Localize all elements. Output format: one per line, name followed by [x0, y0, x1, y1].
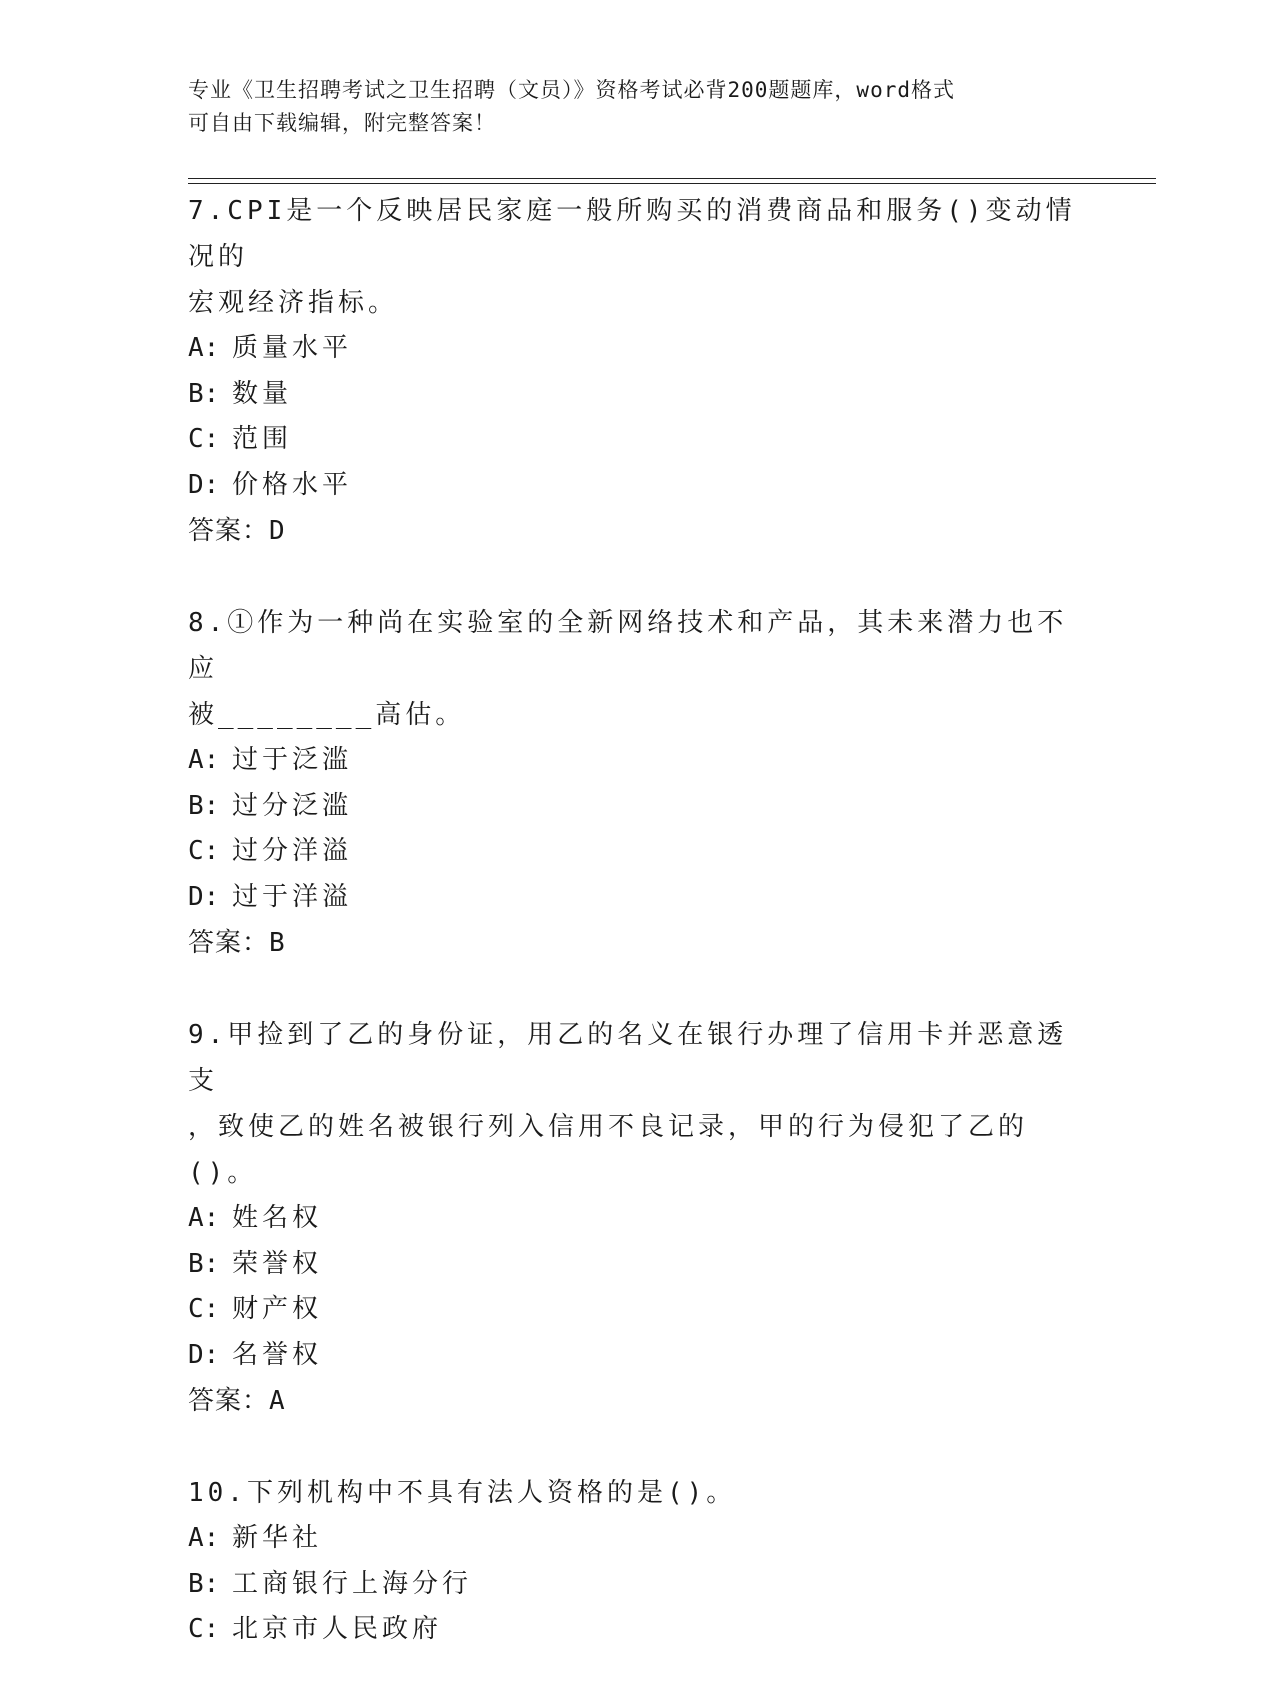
option-c: [188, 1607, 1088, 1653]
question-text: [188, 188, 1088, 326]
option-d: [188, 875, 1088, 921]
question-text: [188, 1012, 1088, 1196]
answer-label: 答案：: [188, 928, 270, 958]
option-c: [188, 1287, 1088, 1333]
question-text: [188, 600, 1088, 738]
answer: [188, 1378, 1088, 1424]
option-b: [188, 784, 1088, 830]
answer-label: 答案：: [188, 1386, 270, 1416]
option-text: 价格水平: [232, 469, 353, 500]
question-text-line: ，致使乙的姓名被银行列入信用不良记录，甲的行为侵犯了乙的()。: [188, 1112, 1029, 1188]
option-b: [188, 1562, 1088, 1608]
option-c: [188, 829, 1088, 875]
header-line-2: 可自由下载编辑，附完整答案！: [188, 111, 496, 135]
header-divider-top: [188, 178, 1156, 179]
question-text-line: 7.CPI是一个反映居民家庭一般所购买的消费商品和服务()变动情况的: [188, 196, 1076, 272]
option-text: 数量: [232, 378, 293, 409]
question-10: [188, 1470, 1088, 1653]
option-d: [188, 463, 1088, 509]
question-list: [188, 188, 1088, 1699]
option-label: A:: [188, 1203, 220, 1233]
question-8: [188, 600, 1088, 966]
option-a: [188, 1516, 1088, 1562]
option-label: D:: [188, 881, 220, 912]
option-text: 过分泛滥: [232, 790, 353, 821]
answer: [188, 920, 1088, 966]
option-text: 工商银行上海分行: [232, 1568, 473, 1599]
option-text: 荣誉权: [232, 1248, 323, 1279]
header-line-1: 专业《卫生招聘考试之卫生招聘（文员）》资格考试必背200题题库，word格式: [188, 78, 955, 102]
option-text: 姓名权: [232, 1203, 323, 1233]
option-text: 过于泛滥: [232, 745, 353, 775]
option-label: A:: [188, 745, 220, 775]
option-text: 名誉权: [232, 1339, 323, 1370]
question-text-line: 9.甲捡到了乙的身份证，用乙的名义在银行办理了信用卡并恶意透支: [188, 1020, 1068, 1096]
option-text: 过分洋溢: [232, 836, 353, 866]
option-label: B:: [188, 1248, 220, 1279]
question-text: [188, 1470, 1088, 1516]
question-text-line: 10.下列机构中不具有法人资格的是()。: [188, 1478, 737, 1508]
question-text-line: 被________高估。: [188, 700, 466, 730]
option-text: 财产权: [232, 1294, 323, 1324]
option-text: 范围: [232, 424, 293, 454]
question-text-line: 宏观经济指标。: [188, 288, 399, 318]
option-label: A:: [188, 333, 220, 363]
answer-value: D: [269, 516, 286, 546]
option-text: 新华社: [232, 1523, 323, 1553]
option-label: B:: [188, 790, 220, 821]
option-b: [188, 1242, 1088, 1288]
option-label: C:: [188, 836, 220, 866]
option-a: [188, 326, 1088, 372]
option-label: D:: [188, 469, 220, 500]
option-text: 过于洋溢: [232, 881, 353, 912]
option-label: D:: [188, 1339, 220, 1370]
document-header: [188, 74, 1088, 140]
option-label: A:: [188, 1523, 220, 1553]
question-text-line: 8.①作为一种尚在实验室的全新网络技术和产品，其未来潜力也不应: [188, 608, 1068, 684]
option-b: [188, 372, 1088, 418]
option-a: [188, 738, 1088, 784]
option-label: B:: [188, 378, 220, 409]
option-text: 质量水平: [232, 333, 353, 363]
question-9: [188, 1012, 1088, 1424]
option-c: [188, 417, 1088, 463]
option-label: C:: [188, 1294, 220, 1324]
answer-value: A: [269, 1386, 286, 1416]
option-label: C:: [188, 424, 220, 454]
header-divider-bottom: [188, 183, 1156, 184]
option-label: B:: [188, 1568, 220, 1599]
option-text: 北京市人民政府: [232, 1614, 443, 1644]
answer-value: B: [269, 928, 286, 958]
option-label: C:: [188, 1614, 220, 1644]
answer-label: 答案：: [188, 516, 270, 546]
question-7: [188, 188, 1088, 554]
answer: [188, 508, 1088, 554]
option-d: [188, 1333, 1088, 1379]
option-a: [188, 1196, 1088, 1242]
